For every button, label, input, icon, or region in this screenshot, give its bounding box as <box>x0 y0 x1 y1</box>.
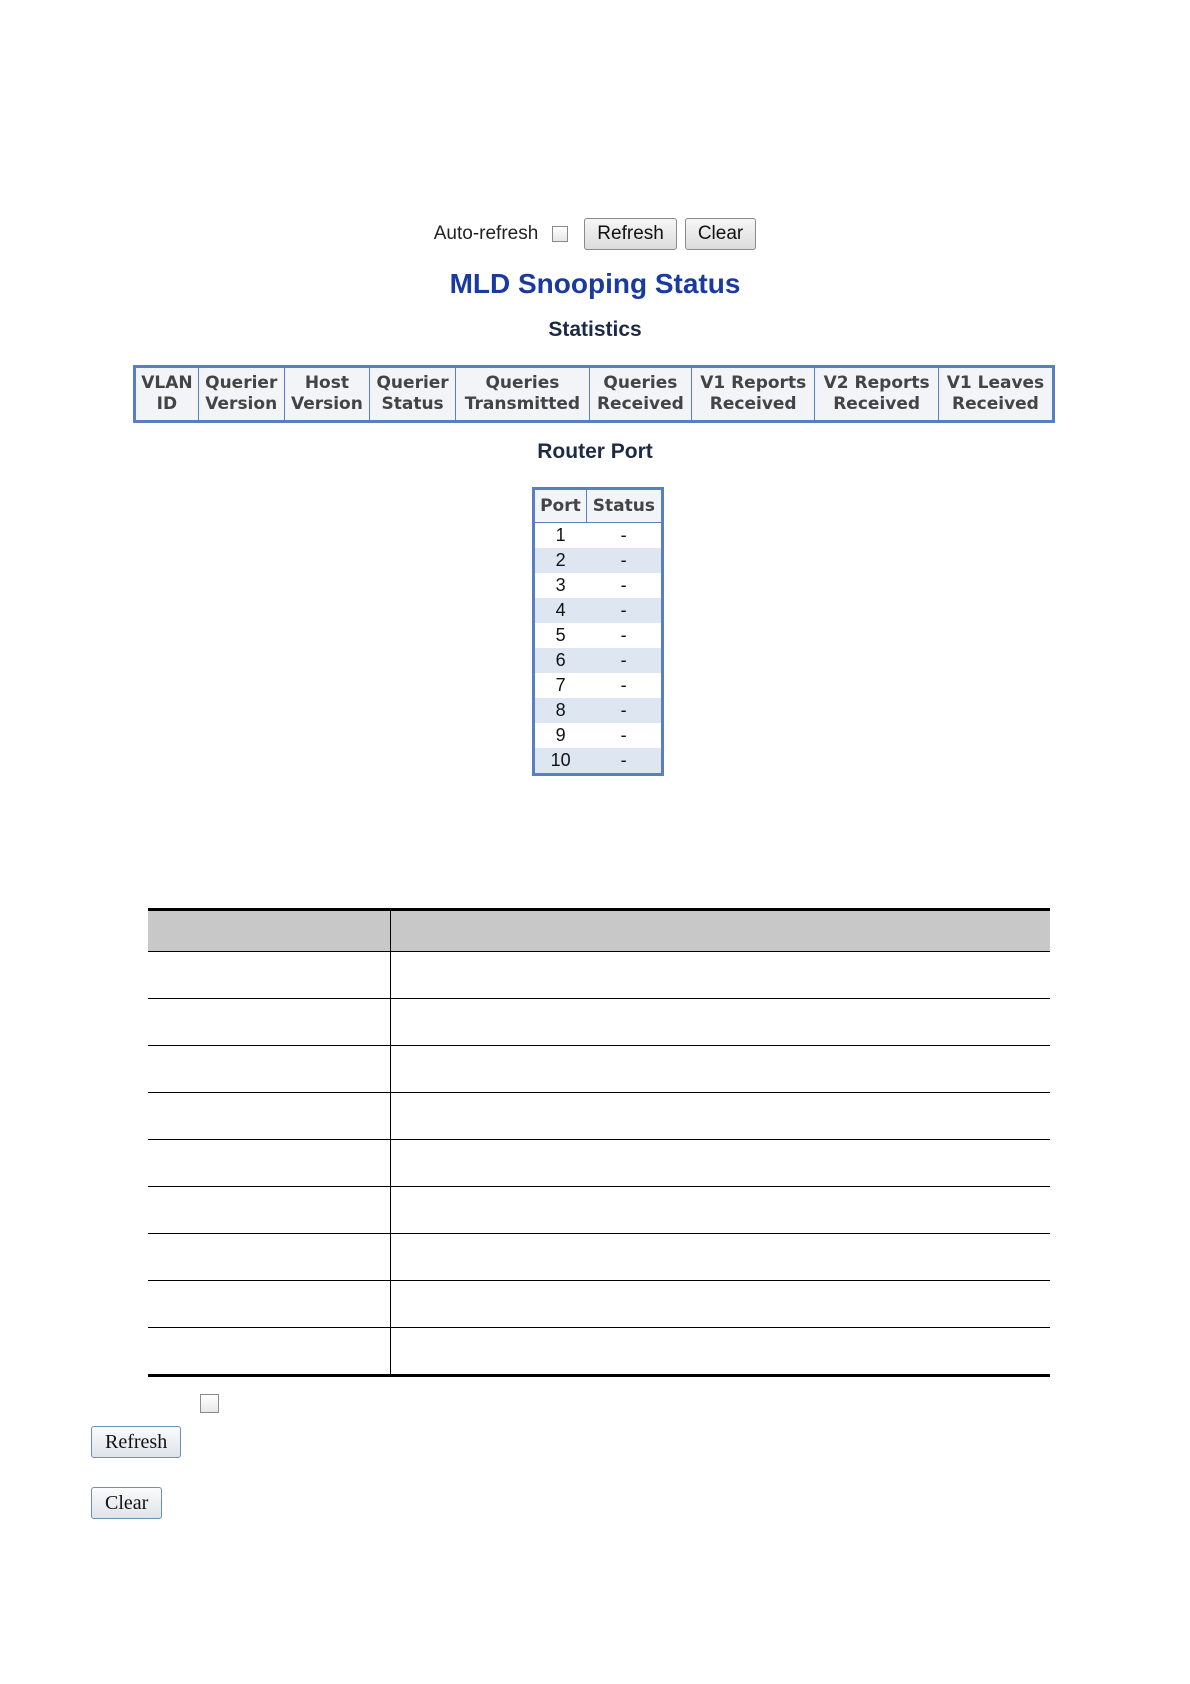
port-cell: 3 <box>555 575 566 595</box>
clear-button[interactable]: Clear <box>685 218 756 250</box>
table-cell <box>391 1281 1051 1328</box>
table-cell <box>391 1140 1051 1187</box>
page-title: MLD Snooping Status <box>449 268 741 299</box>
table-cell <box>148 1328 391 1376</box>
table-row <box>148 1046 1050 1093</box>
port-cell: 5 <box>555 625 566 645</box>
port-cell: 6 <box>534 648 587 673</box>
table-row <box>534 648 663 673</box>
description-header-row <box>148 910 1050 952</box>
reference-auto-refresh-checkbox[interactable] <box>200 1394 219 1413</box>
port-cell: 10 <box>534 748 587 775</box>
refresh-button[interactable]: Refresh <box>584 218 677 250</box>
table-row <box>534 573 663 598</box>
table-row <box>148 952 1050 999</box>
table-row <box>534 523 663 549</box>
toolbar <box>0 218 1190 250</box>
table-row <box>534 623 663 648</box>
port-cell: 4 <box>534 598 587 623</box>
status-cell: - <box>586 598 662 623</box>
table-cell <box>148 999 391 1046</box>
router-port-table <box>532 487 664 776</box>
table-cell <box>148 1093 391 1140</box>
router-port-header-row <box>534 489 663 523</box>
table-row <box>534 598 663 623</box>
status-cell: - <box>586 548 662 573</box>
table-cell <box>391 1187 1051 1234</box>
col-querier-version: Querier Version <box>198 367 284 422</box>
table-row <box>148 1234 1050 1281</box>
description-header-object <box>148 910 391 952</box>
status-cell: - <box>586 648 662 673</box>
statistics-table <box>133 365 1055 423</box>
table-cell <box>391 1093 1051 1140</box>
table-row <box>534 748 663 775</box>
col-status: Status <box>586 489 662 523</box>
port-cell: 8 <box>534 698 587 723</box>
status-cell: - <box>620 575 627 595</box>
statistics-header-row <box>135 367 1054 422</box>
status-cell: - <box>620 675 627 695</box>
col-queries-transmitted: Queries Transmitted <box>456 367 590 422</box>
table-cell <box>391 1234 1051 1281</box>
reference-refresh-button[interactable]: Refresh <box>91 1426 181 1458</box>
table-cell <box>391 1046 1051 1093</box>
status-cell: - <box>620 525 627 545</box>
table-row <box>534 698 663 723</box>
table-cell <box>391 1328 1051 1376</box>
description-header-description <box>391 910 1051 952</box>
col-querier-status: Querier Status <box>370 367 456 422</box>
table-cell <box>148 1187 391 1234</box>
table-cell <box>148 952 391 999</box>
table-cell <box>148 1281 391 1328</box>
status-cell: - <box>620 725 627 745</box>
col-queries-received: Queries Received <box>589 367 691 422</box>
col-v1-reports-received: V1 Reports Received <box>691 367 814 422</box>
port-cell: 7 <box>555 675 566 695</box>
router-port-heading: Router Port <box>537 440 653 463</box>
description-table <box>148 908 1050 1377</box>
status-cell: - <box>620 625 627 645</box>
table-cell <box>148 1140 391 1187</box>
auto-refresh-label: Auto-refresh <box>433 223 539 244</box>
table-row <box>534 673 663 698</box>
table-row <box>534 548 663 573</box>
table-row <box>534 723 663 748</box>
table-row <box>148 1140 1050 1187</box>
col-vlan-id: VLAN ID <box>135 367 199 422</box>
col-port: Port <box>534 489 587 523</box>
status-cell: - <box>586 698 662 723</box>
table-row <box>148 1093 1050 1140</box>
table-cell <box>148 1046 391 1093</box>
port-cell: 1 <box>555 525 566 545</box>
table-row <box>148 1187 1050 1234</box>
col-v2-reports-received: V2 Reports Received <box>815 367 938 422</box>
table-cell <box>391 952 1051 999</box>
port-cell: 9 <box>555 725 566 745</box>
port-cell: 2 <box>534 548 587 573</box>
table-cell <box>391 999 1051 1046</box>
table-cell <box>148 1234 391 1281</box>
status-cell: - <box>586 748 662 775</box>
statistics-heading: Statistics <box>548 318 642 341</box>
auto-refresh-checkbox[interactable] <box>552 226 568 242</box>
col-v1-leaves-received: V1 Leaves Received <box>938 367 1053 422</box>
table-row <box>148 1328 1050 1376</box>
col-host-version: Host Version <box>284 367 369 422</box>
reference-clear-button[interactable]: Clear <box>91 1487 162 1519</box>
table-row <box>148 999 1050 1046</box>
table-row <box>148 1281 1050 1328</box>
